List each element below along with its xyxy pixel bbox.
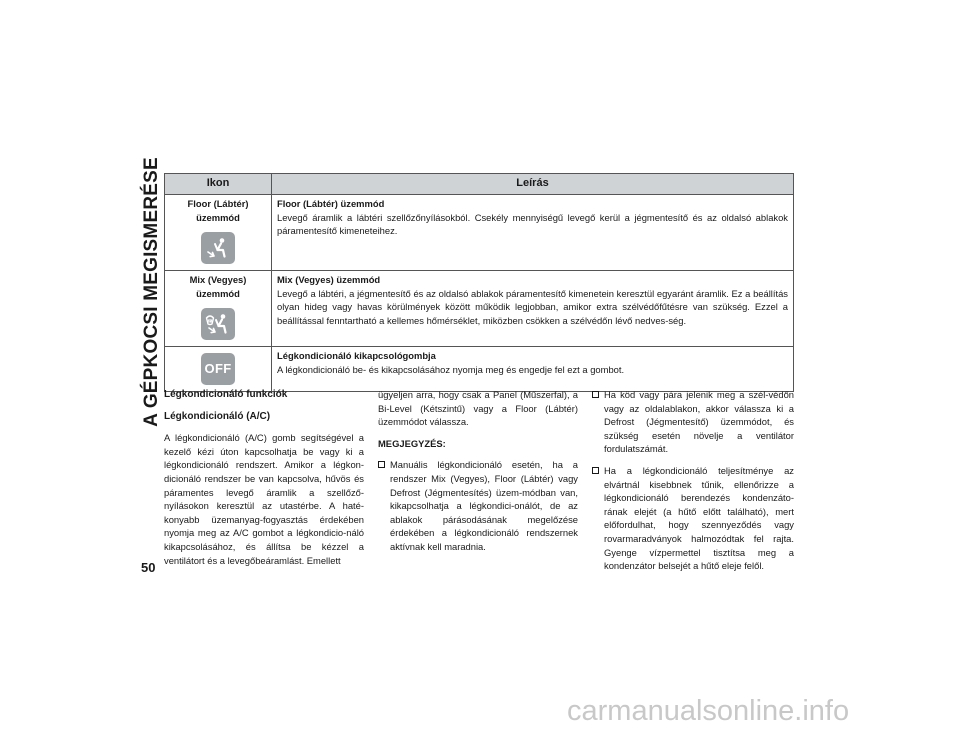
off-icon-text: OFF [204, 361, 232, 377]
row-text: A légkondicionáló be- és kikapcsolásához nyomja meg és engedje fel ezt a gombot. [277, 363, 625, 375]
checkbox-bullet-icon [592, 391, 599, 398]
table-header-row [165, 174, 794, 195]
page-number: 50 [141, 560, 156, 575]
section-heading: Légkondicionáló funkciók [164, 389, 288, 400]
icon-cell [165, 347, 272, 392]
off-button-icon [201, 353, 235, 385]
note-bullet [592, 464, 794, 573]
description-cell [272, 271, 794, 347]
note-bullet [592, 388, 794, 456]
table-row-off [165, 347, 794, 392]
mix-mode-icon [201, 308, 235, 340]
side-section-title [139, 157, 165, 427]
paragraph: A légkondicionáló (A/C) gomb segítségével a kezelő kézi úton kapcsolhatja be vagy ki a légkondicionáló rendszert. Amikor a légkon-dicionáló rendszer be van kapcsolva, hűvös és páramentes levegő áramlik a szellőző-nyílásokon keresztül az utastérbe. A haté-konyabb üzemanyag-fogyasztás érdekében nyomja meg az A/C gombot a légkondicio-náló kikapcsolásához, és állítsa be kézzel a ventilátort és a levegőbeáramlást. Emellett [164, 432, 364, 566]
description-cell [272, 195, 794, 271]
icon-cell [165, 271, 272, 347]
paragraph: ügyeljen arra, hogy csak a Panel (Műszerfal), a Bi-Level (Kétszintű) vagy a Floor (Lábtér) üzemmódot válassza. [378, 389, 578, 428]
icon-label: Floor (Lábtér) üzemmód [187, 198, 249, 223]
icon-label: Mix (Vegyes) üzemmód [189, 274, 247, 299]
bullet-text: Ha a légkondicionáló teljesítménye az elvártnál kisebbnek tűnik, ellenőrizze a légkondicionáló berendezés kondenzáto-rának elejét (a hűtő előtt található), mert előfordulhat, hogy szennyeződés vagy rovarmaradványok halmozódtak fel rajta. Gyenge vízpermettel tisztítsa meg a kondenzátor belsejét a hűtő eleje felől. [604, 464, 794, 572]
header-icon: Ikon [165, 174, 272, 195]
note-title: MEGJEGYZÉS: [378, 437, 446, 449]
row-title: Légkondicionáló kikapcsológombja [277, 350, 436, 361]
note-bullet [378, 458, 578, 553]
text-column-1 [164, 388, 364, 575]
icon-cell [165, 195, 272, 271]
text-column-2 [378, 388, 578, 562]
row-text: Levegő a lábtéri, a jégmentesítő és az oldalsó ablakok páramentesítő kimenetein keresztül egyaránt áramlik. Ez a beállítás olyan hideg vagy havas körülmények között működik legjobban, amikor extra szélvédőfűtésre van szükség. Ezzel a beállítással fenntartható a kellemes hőmérséklet, miközben csökken a szélvédőn lévő nedves-ség. [277, 287, 788, 326]
bullet-text: Ha köd vagy pára jelenik meg a szél-védőn vagy az oldalablakon, akkor válassza ki a Defrost (Jégmentesítő) üzemmódot, és szükség esetén növelje a ventilátor fordulatszámát. [604, 389, 794, 455]
checkbox-bullet-icon [592, 467, 599, 474]
icon-description-table [164, 173, 794, 392]
header-description: Leírás [272, 174, 794, 195]
text-column-3 [592, 388, 794, 581]
side-section-title-text: A GÉPKOCSI MEGISMERÉSE [141, 157, 162, 427]
row-text: Levegő áramlik a lábtéri szellőzőnyílásokból. Csekély mennyiségű levegő kerül a jégmentesítő és az oldalsó ablakok páramentesítő kimeneteihez. [277, 211, 788, 236]
watermark: carmanualsonline.info [567, 695, 850, 727]
row-title: Mix (Vegyes) üzemmód [277, 274, 381, 285]
row-title: Floor (Lábtér) üzemmód [277, 198, 385, 209]
checkbox-bullet-icon [378, 461, 385, 468]
table-row-mix [165, 271, 794, 347]
floor-mode-icon [201, 232, 235, 264]
bullet-text: Manuális légkondicionáló esetén, ha a rendszer Mix (Vegyes), Floor (Lábtér) vagy Defrost (Jégmentesítés) üzem-módban van, kikapcsolhatja a légkondici-onálót, de az ablakok párásodásának megelőzése érdekében a légkondicionáló rendszernek aktívnak kell maradnia. [390, 459, 578, 552]
subsection-heading: Légkondicionáló (A/C) [164, 410, 271, 422]
description-cell [272, 347, 794, 392]
table-row-floor [165, 195, 794, 271]
